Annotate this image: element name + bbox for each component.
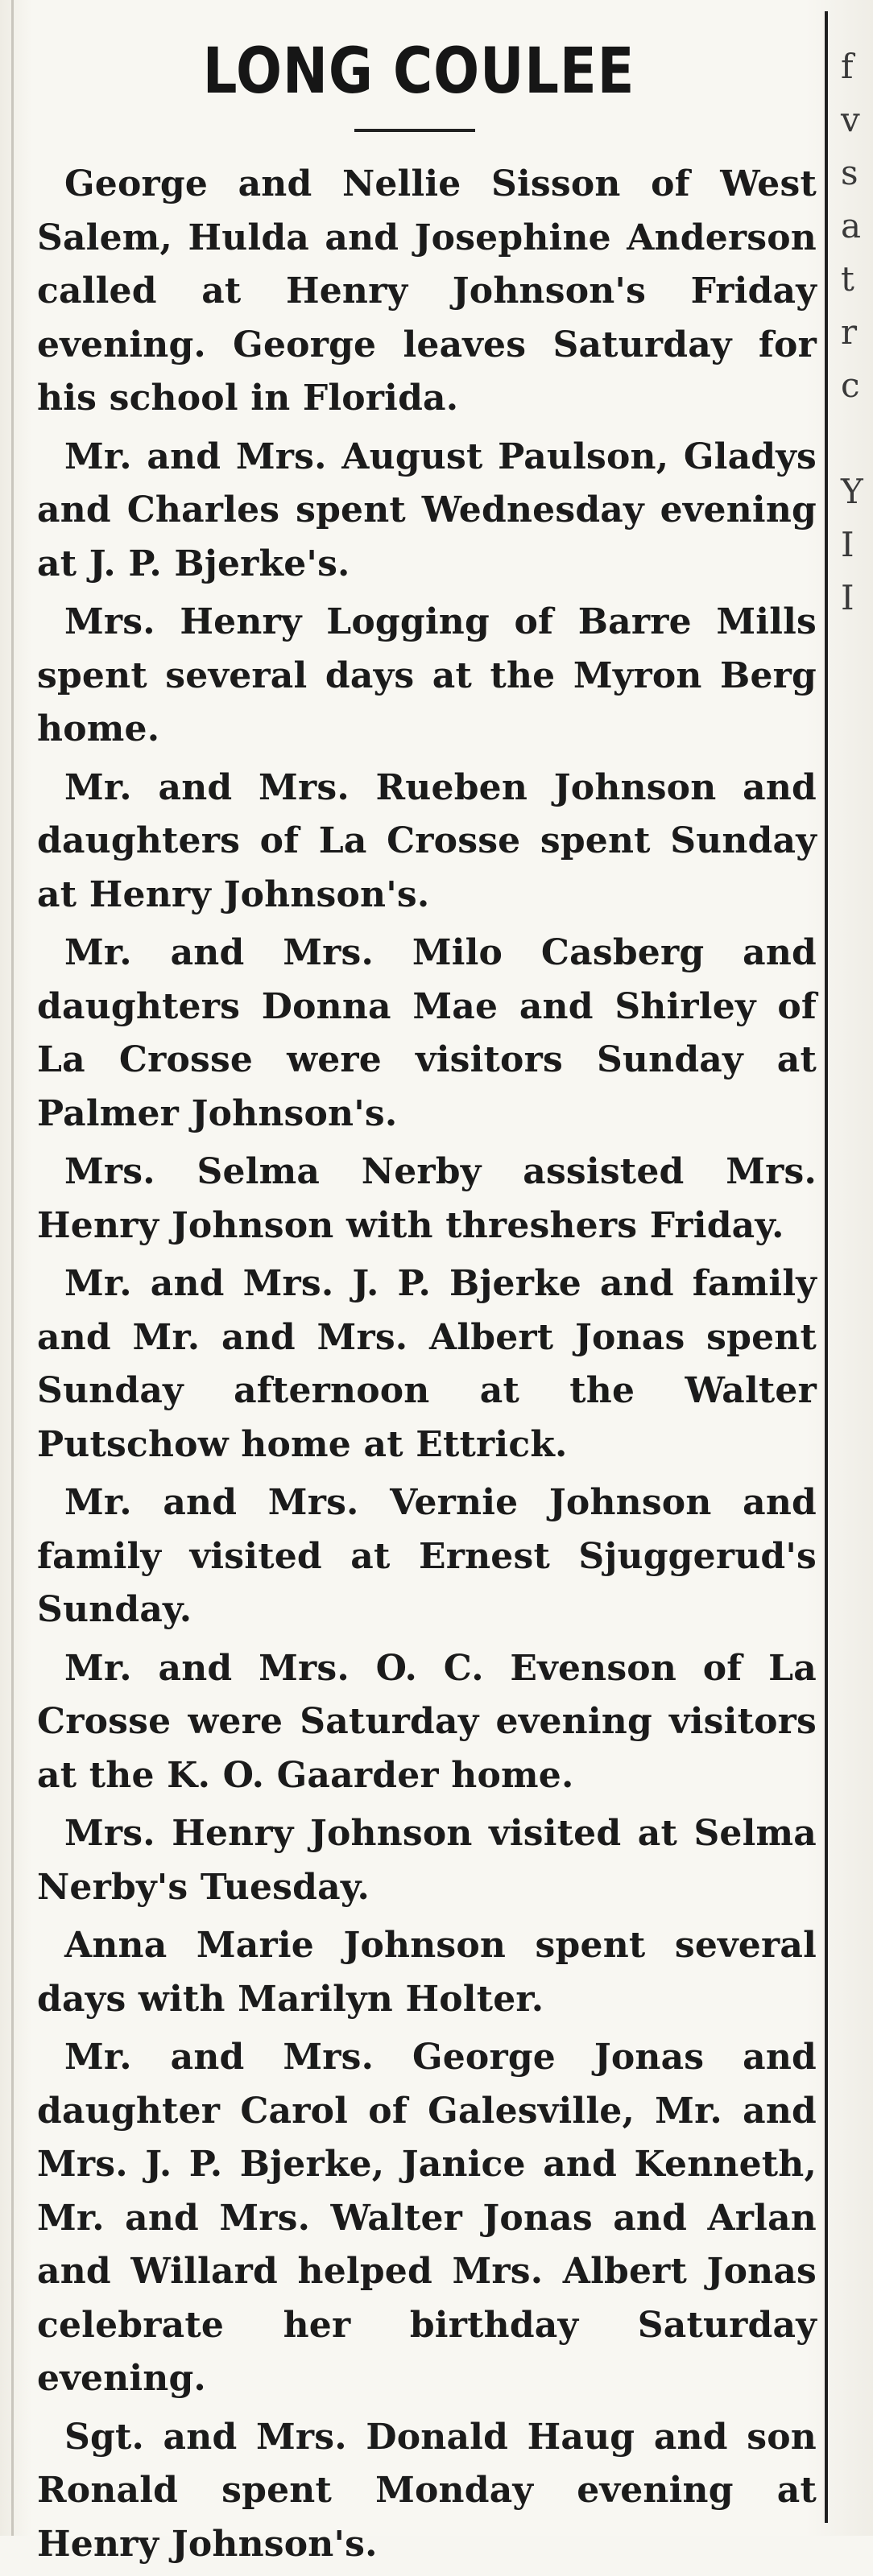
adjacent-column-letter: Y [841,472,863,511]
paragraph: Mrs. Selma Nerby assisted Mrs. Henry Johnson with threshers Friday. [37,1151,817,1246]
paragraph: Sgt. and Mrs. Donald Haug and son Ronald spent Monday evening at Henry Johnson's. [37,2416,817,2565]
paragraph: Mr. and Mrs. Milo Casberg and daughters Donna Mae and Shirley of La Crosse were visitors Sunday at Palmer Johnson's. [37,932,817,1134]
adjacent-column-letter: I [841,525,854,564]
headline-rule [354,129,475,132]
paragraph: Mr. and Mrs. O. C. Evenson of La Crosse were Saturday evening visitors at the K. O. Gaarder home. [37,1647,817,1796]
headline: LONG COULEE [202,35,635,108]
adjacent-column-letter: r [841,312,858,352]
paragraph: Mrs. Henry Johnson visited at Selma Nerby's Tuesday. [37,1813,817,1908]
paragraph: Mr. and Mrs. August Paulson, Gladys and Charles spent Wednesday evening at J. P. Bjerke's. [37,436,817,584]
adjacent-column-fragment [841,40,873,625]
paragraph: Mr. and Mrs. Vernie Johnson and family visited at Ernest Sjuggerud's Sunday. [37,1482,817,1630]
paragraph: Mr. and Mrs. George Jonas and daughter Carol of Galesville, Mr. and Mrs. J. P. Bjerke, Janice and Kenneth, Mr. and Mrs. Walter Jonas and Arlan and Willard helped Mrs. Albert Jonas celebrate her birthday Saturday evening. [37,2037,817,2399]
adjacent-column-letter: t [841,259,854,299]
adjacent-column-letter: c [841,365,860,405]
adjacent-column-letter: f [841,47,854,86]
adjacent-column-letter [841,412,873,465]
adjacent-column-letter: v [841,100,860,139]
paragraph: Anna Marie Johnson spent several days with Marilyn Holter. [37,1925,817,2020]
left-edge-shadow [11,0,14,2536]
paragraph: Mr. and Mrs. J. P. Bjerke and family and Mr. and Mrs. Albert Jonas spent Sunday afternoon at the Walter Putschow home at Ettrick. [37,1263,817,1465]
column-rule [825,11,828,2523]
paragraph: Mr. and Mrs. Rueben Johnson and daughters of La Crosse spent Sunday at Henry Johnson's. [37,766,817,915]
adjacent-column-letter: s [841,153,859,192]
paragraph: George and Nellie Sisson of West Salem, Hulda and Josephine Anderson called at Henry Johnson's Friday evening. George leaves Saturday for his school in Florida. [37,163,817,419]
paragraph: Mrs. Henry Logging of Barre Mills spent several days at the Myron Berg home. [37,601,817,749]
article-body [37,158,817,2576]
adjacent-column-letter: a [841,206,862,246]
adjacent-column-letter: I [841,578,854,617]
